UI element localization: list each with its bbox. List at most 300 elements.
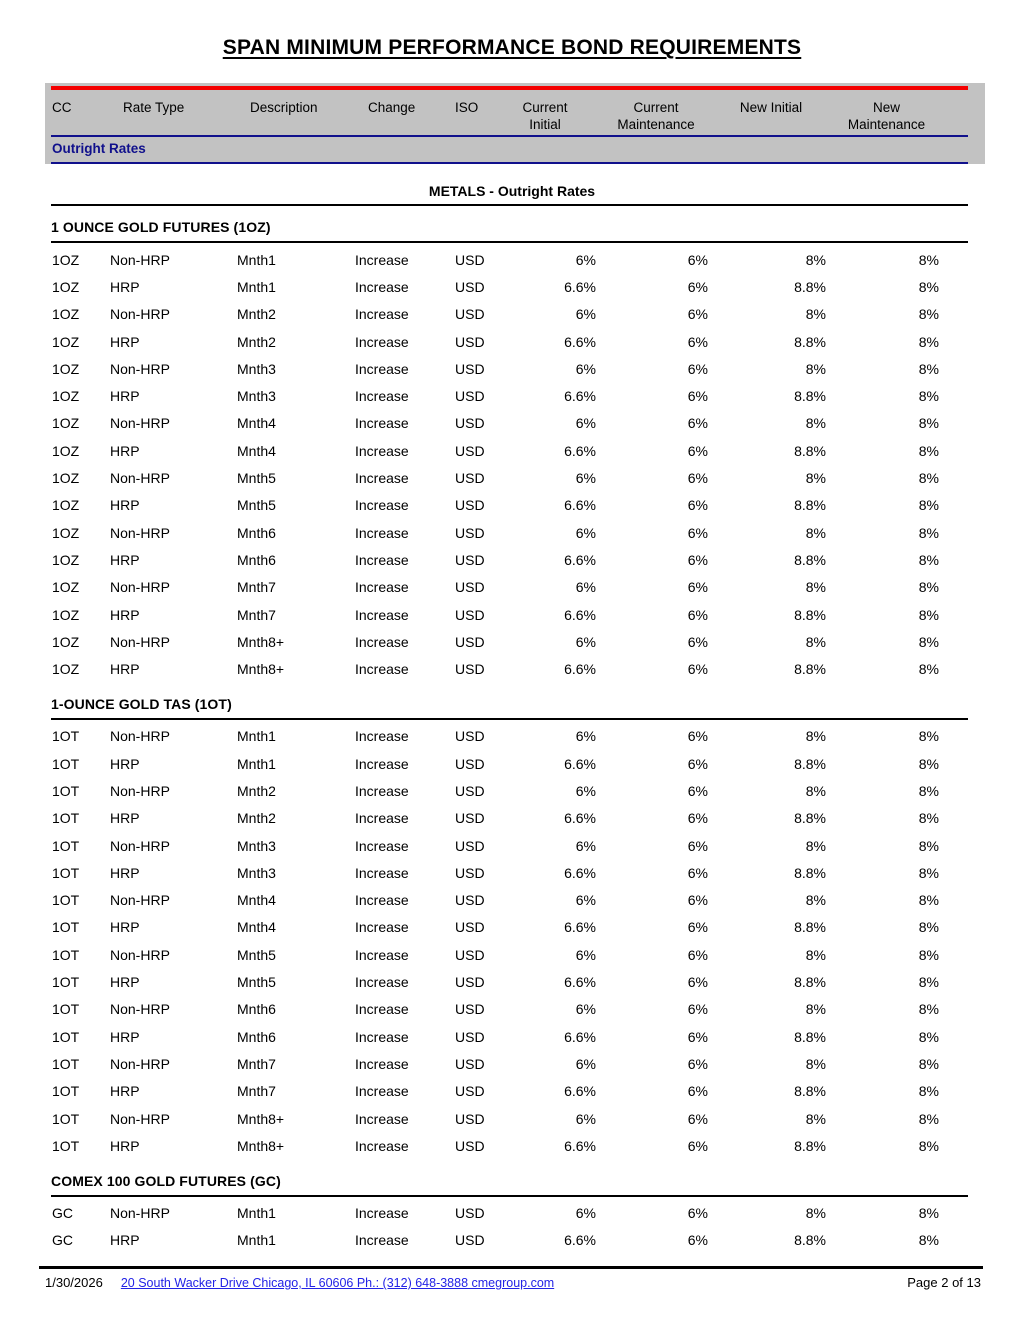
cell-current-initial: 6% xyxy=(575,946,596,963)
cell-iso: USD xyxy=(455,606,485,623)
cell-description: Mnth6 xyxy=(237,1001,276,1018)
cell-change: Increase xyxy=(355,782,409,799)
cell-iso: USD xyxy=(455,864,485,881)
cell-rate-type: Non-HRP xyxy=(110,892,170,909)
table-row xyxy=(51,492,968,519)
cell-new-initial: 8% xyxy=(805,892,826,909)
table-row xyxy=(51,1023,968,1050)
cell-rate-type: Non-HRP xyxy=(110,470,170,487)
cell-cc: 1OT xyxy=(52,1083,80,1100)
cell-current-maintenance: 6% xyxy=(687,415,708,432)
cell-current-initial: 6.6% xyxy=(564,755,596,772)
cell-cc: 1OZ xyxy=(52,606,80,623)
cell-iso: USD xyxy=(455,1001,485,1018)
cell-new-initial: 8% xyxy=(805,415,826,432)
cell-current-maintenance: 6% xyxy=(687,579,708,596)
cell-current-initial: 6.6% xyxy=(564,1028,596,1045)
cell-rate-type: HRP xyxy=(110,864,140,881)
cell-description: Mnth5 xyxy=(237,497,276,514)
cell-new-maintenance: 8% xyxy=(918,278,939,295)
cell-current-maintenance: 6% xyxy=(687,1232,708,1249)
cell-description: Mnth8+ xyxy=(237,1137,285,1154)
cell-cc: 1OT xyxy=(52,1001,80,1018)
cell-rate-type: HRP xyxy=(110,1028,140,1045)
cell-cc: 1OZ xyxy=(52,579,80,596)
cell-cc: 1OZ xyxy=(52,415,80,432)
cell-change: Increase xyxy=(355,551,409,568)
cell-current-maintenance: 6% xyxy=(687,1001,708,1018)
cell-rate-type: HRP xyxy=(110,497,140,514)
cell-new-maintenance: 8% xyxy=(918,388,939,405)
table-row xyxy=(51,382,968,409)
cell-new-maintenance: 8% xyxy=(918,497,939,514)
table-row xyxy=(51,246,968,273)
cell-iso: USD xyxy=(455,1083,485,1100)
group-rows xyxy=(51,246,968,683)
column-header-label: Maintenance xyxy=(847,117,926,132)
cell-iso: USD xyxy=(455,360,485,377)
cell-iso: USD xyxy=(455,1055,485,1072)
cell-current-initial: 6.6% xyxy=(564,388,596,405)
cell-current-initial: 6% xyxy=(575,1205,596,1222)
table-row xyxy=(51,519,968,546)
cell-rate-type: Non-HRP xyxy=(110,524,170,541)
cell-rate-type: Non-HRP xyxy=(110,251,170,268)
cell-change: Increase xyxy=(355,579,409,596)
cell-new-initial: 8.8% xyxy=(794,810,826,827)
cell-description: Mnth3 xyxy=(237,837,276,854)
cell-new-maintenance: 8% xyxy=(918,782,939,799)
cell-new-initial: 8.8% xyxy=(794,1083,826,1100)
cell-new-maintenance: 8% xyxy=(918,755,939,772)
cell-rate-type: HRP xyxy=(110,1232,140,1249)
table-row xyxy=(51,1078,968,1105)
red-accent-bar xyxy=(51,86,968,90)
cell-cc: 1OT xyxy=(52,1055,80,1072)
table-row xyxy=(51,750,968,777)
cell-cc: 1OT xyxy=(52,919,80,936)
cell-description: Mnth4 xyxy=(237,415,276,432)
footer-date: 1/30/2026 xyxy=(45,1275,103,1291)
table-row xyxy=(51,1105,968,1132)
cell-new-maintenance: 8% xyxy=(918,1232,939,1249)
cell-new-initial: 8% xyxy=(805,360,826,377)
cell-new-maintenance: 8% xyxy=(918,946,939,963)
footer-address-link[interactable]: 20 South Wacker Drive Chicago, IL 60606 Ph.: (312) 648-3888 cmegroup.com xyxy=(120,1276,555,1291)
cell-rate-type: HRP xyxy=(110,755,140,772)
cell-new-initial: 8% xyxy=(805,1110,826,1127)
cell-rate-type: Non-HRP xyxy=(110,728,170,745)
cell-new-initial: 8.8% xyxy=(794,661,826,678)
table-row xyxy=(51,355,968,382)
column-header-new-initial xyxy=(712,99,830,116)
cell-description: Mnth1 xyxy=(237,251,276,268)
cell-new-initial: 8% xyxy=(805,1205,826,1222)
cell-new-initial: 8.8% xyxy=(794,919,826,936)
cell-new-maintenance: 8% xyxy=(918,1137,939,1154)
table-row xyxy=(51,996,968,1023)
cell-rate-type: HRP xyxy=(110,333,140,350)
column-header-change xyxy=(355,99,446,116)
cell-iso: USD xyxy=(455,661,485,678)
cell-current-maintenance: 6% xyxy=(687,442,708,459)
group-rows xyxy=(51,1200,968,1255)
cell-change: Increase xyxy=(355,251,409,268)
cell-new-maintenance: 8% xyxy=(918,1055,939,1072)
cell-rate-type: Non-HRP xyxy=(110,306,170,323)
cell-rate-type: HRP xyxy=(110,606,140,623)
cell-description: Mnth4 xyxy=(237,442,276,459)
column-header-label: Current xyxy=(522,100,568,115)
table-row xyxy=(51,601,968,628)
cell-current-maintenance: 6% xyxy=(687,810,708,827)
cell-new-maintenance: 8% xyxy=(918,661,939,678)
cell-current-initial: 6.6% xyxy=(564,974,596,991)
cell-cc: 1OT xyxy=(52,755,80,772)
navy-divider-bottom xyxy=(51,162,968,164)
cell-new-initial: 8.8% xyxy=(794,1028,826,1045)
cell-current-initial: 6% xyxy=(575,251,596,268)
page-title: SPAN MINIMUM PERFORMANCE BOND REQUIREMENTS xyxy=(222,36,802,59)
cell-new-initial: 8.8% xyxy=(794,606,826,623)
cell-new-maintenance: 8% xyxy=(918,606,939,623)
cell-iso: USD xyxy=(455,810,485,827)
section-heading: METALS - Outright Rates xyxy=(428,183,596,199)
cell-new-maintenance: 8% xyxy=(918,1028,939,1045)
product-group xyxy=(0,1173,1024,1255)
cell-cc: GC xyxy=(52,1232,73,1249)
column-header-iso xyxy=(446,99,490,116)
cell-change: Increase xyxy=(355,524,409,541)
table-row xyxy=(51,1050,968,1077)
cell-change: Increase xyxy=(355,1232,409,1249)
column-header-description xyxy=(237,99,355,116)
cell-new-maintenance: 8% xyxy=(918,1083,939,1100)
cell-cc: 1OZ xyxy=(52,388,80,405)
table-row xyxy=(51,832,968,859)
cell-cc: 1OZ xyxy=(52,306,80,323)
cell-iso: USD xyxy=(455,1137,485,1154)
cell-current-maintenance: 6% xyxy=(687,497,708,514)
cell-new-maintenance: 8% xyxy=(918,470,939,487)
product-group xyxy=(0,219,1024,683)
cell-new-maintenance: 8% xyxy=(918,1205,939,1222)
table-row xyxy=(51,628,968,655)
column-header-label: New xyxy=(872,100,900,115)
cell-rate-type: HRP xyxy=(110,974,140,991)
group-heading: 1-OUNCE GOLD TAS (1OT) xyxy=(51,696,968,720)
cell-new-initial: 8% xyxy=(805,946,826,963)
cell-change: Increase xyxy=(355,864,409,881)
cell-new-initial: 8% xyxy=(805,306,826,323)
table-row xyxy=(51,437,968,464)
cell-new-maintenance: 8% xyxy=(918,728,939,745)
table-row xyxy=(51,1227,968,1254)
cell-cc: 1OZ xyxy=(52,470,80,487)
cell-current-initial: 6% xyxy=(575,837,596,854)
cell-iso: USD xyxy=(455,782,485,799)
cell-cc: 1OT xyxy=(52,837,80,854)
cell-current-maintenance: 6% xyxy=(687,1137,708,1154)
cell-new-maintenance: 8% xyxy=(918,837,939,854)
cell-description: Mnth4 xyxy=(237,892,276,909)
cell-change: Increase xyxy=(355,1205,409,1222)
table-row xyxy=(51,914,968,941)
cell-change: Increase xyxy=(355,837,409,854)
cell-new-initial: 8% xyxy=(805,579,826,596)
cell-new-initial: 8.8% xyxy=(794,864,826,881)
column-header-label: New Initial xyxy=(739,100,803,115)
cell-new-maintenance: 8% xyxy=(918,1110,939,1127)
cell-change: Increase xyxy=(355,1055,409,1072)
cell-current-maintenance: 6% xyxy=(687,524,708,541)
cell-current-initial: 6% xyxy=(575,579,596,596)
cell-new-maintenance: 8% xyxy=(918,306,939,323)
cell-current-maintenance: 6% xyxy=(687,1205,708,1222)
cell-iso: USD xyxy=(455,1110,485,1127)
cell-iso: USD xyxy=(455,551,485,568)
table-row xyxy=(51,328,968,355)
cell-change: Increase xyxy=(355,388,409,405)
table-row xyxy=(51,1200,968,1227)
cell-change: Increase xyxy=(355,1137,409,1154)
cell-new-initial: 8.8% xyxy=(794,1137,826,1154)
cell-current-maintenance: 6% xyxy=(687,251,708,268)
cell-change: Increase xyxy=(355,360,409,377)
cell-new-maintenance: 8% xyxy=(918,551,939,568)
cell-current-maintenance: 6% xyxy=(687,633,708,650)
cell-iso: USD xyxy=(455,388,485,405)
cell-description: Mnth3 xyxy=(237,360,276,377)
cell-change: Increase xyxy=(355,1110,409,1127)
cell-rate-type: HRP xyxy=(110,278,140,295)
cell-cc: 1OT xyxy=(52,974,80,991)
cell-new-initial: 8% xyxy=(805,1001,826,1018)
cell-new-initial: 8.8% xyxy=(794,278,826,295)
cell-new-initial: 8% xyxy=(805,782,826,799)
cell-new-maintenance: 8% xyxy=(918,579,939,596)
section-rule xyxy=(51,204,968,206)
cell-cc: 1OZ xyxy=(52,278,80,295)
cell-current-initial: 6.6% xyxy=(564,1232,596,1249)
table-row xyxy=(51,968,968,995)
cell-description: Mnth8+ xyxy=(237,633,285,650)
cell-new-initial: 8.8% xyxy=(794,755,826,772)
table-row xyxy=(51,273,968,300)
cell-description: Mnth5 xyxy=(237,946,276,963)
cell-iso: USD xyxy=(455,633,485,650)
cell-description: Mnth5 xyxy=(237,470,276,487)
cell-description: Mnth7 xyxy=(237,579,276,596)
cell-cc: 1OT xyxy=(52,1110,80,1127)
cell-change: Increase xyxy=(355,1001,409,1018)
cell-description: Mnth8+ xyxy=(237,661,285,678)
column-header-label: Maintenance xyxy=(617,117,695,132)
column-header-label: Description xyxy=(250,100,318,115)
cell-description: Mnth1 xyxy=(237,728,276,745)
cell-description: Mnth7 xyxy=(237,1055,276,1072)
cell-current-initial: 6% xyxy=(575,306,596,323)
cell-cc: 1OZ xyxy=(52,633,80,650)
cell-new-maintenance: 8% xyxy=(918,810,939,827)
cell-cc: 1OZ xyxy=(52,333,80,350)
column-header-rate-type xyxy=(110,99,237,116)
table-row xyxy=(51,410,968,437)
cell-cc: 1OT xyxy=(52,864,80,881)
cell-rate-type: Non-HRP xyxy=(110,782,170,799)
cell-iso: USD xyxy=(455,497,485,514)
table-row xyxy=(51,546,968,573)
cell-description: Mnth1 xyxy=(237,1205,276,1222)
cell-description: Mnth6 xyxy=(237,551,276,568)
cell-description: Mnth1 xyxy=(237,278,276,295)
cell-cc: 1OT xyxy=(52,1137,80,1154)
column-header-label: Change xyxy=(368,100,416,115)
cell-description: Mnth1 xyxy=(237,1232,276,1249)
cell-current-maintenance: 6% xyxy=(687,333,708,350)
cell-current-initial: 6% xyxy=(575,415,596,432)
cell-current-maintenance: 6% xyxy=(687,470,708,487)
cell-change: Increase xyxy=(355,1083,409,1100)
cell-new-maintenance: 8% xyxy=(918,1001,939,1018)
cell-current-initial: 6.6% xyxy=(564,278,596,295)
table-row xyxy=(51,574,968,601)
cell-current-maintenance: 6% xyxy=(687,919,708,936)
cell-current-maintenance: 6% xyxy=(687,1028,708,1045)
group-heading: COMEX 100 GOLD FUTURES (GC) xyxy=(51,1173,968,1197)
column-headers-row xyxy=(51,99,968,133)
cell-change: Increase xyxy=(355,728,409,745)
cell-new-maintenance: 8% xyxy=(918,333,939,350)
table-row xyxy=(51,777,968,804)
cell-rate-type: Non-HRP xyxy=(110,1001,170,1018)
cell-change: Increase xyxy=(355,333,409,350)
cell-new-maintenance: 8% xyxy=(918,524,939,541)
product-group xyxy=(0,696,1024,1160)
cell-rate-type: Non-HRP xyxy=(110,579,170,596)
cell-new-maintenance: 8% xyxy=(918,360,939,377)
product-groups xyxy=(0,219,1024,1254)
cell-new-initial: 8.8% xyxy=(794,1232,826,1249)
cell-iso: USD xyxy=(455,470,485,487)
cell-new-initial: 8.8% xyxy=(794,333,826,350)
table-row xyxy=(51,301,968,328)
cell-current-initial: 6.6% xyxy=(564,1137,596,1154)
cell-current-initial: 6% xyxy=(575,360,596,377)
cell-iso: USD xyxy=(455,251,485,268)
cell-current-maintenance: 6% xyxy=(687,1055,708,1072)
cell-description: Mnth1 xyxy=(237,755,276,772)
cell-iso: USD xyxy=(455,306,485,323)
cell-new-initial: 8.8% xyxy=(794,442,826,459)
cell-current-initial: 6.6% xyxy=(564,442,596,459)
table-row xyxy=(51,941,968,968)
cell-current-maintenance: 6% xyxy=(687,946,708,963)
cell-description: Mnth2 xyxy=(237,782,276,799)
cell-cc: 1OT xyxy=(52,728,80,745)
cell-rate-type: HRP xyxy=(110,551,140,568)
cell-current-maintenance: 6% xyxy=(687,974,708,991)
footer-page-number: Page 2 of 13 xyxy=(907,1275,981,1291)
cell-iso: USD xyxy=(455,728,485,745)
cell-current-maintenance: 6% xyxy=(687,755,708,772)
cell-iso: USD xyxy=(455,946,485,963)
cell-rate-type: HRP xyxy=(110,661,140,678)
cell-description: Mnth5 xyxy=(237,974,276,991)
cell-cc: 1OT xyxy=(52,1028,80,1045)
column-header-current-maintenance xyxy=(600,99,712,133)
cell-new-maintenance: 8% xyxy=(918,974,939,991)
cell-cc: 1OT xyxy=(52,782,80,799)
cell-new-initial: 8% xyxy=(805,633,826,650)
cell-description: Mnth6 xyxy=(237,524,276,541)
page-footer xyxy=(39,1266,983,1290)
cell-change: Increase xyxy=(355,442,409,459)
column-header-label: CC xyxy=(52,100,72,115)
cell-iso: USD xyxy=(455,919,485,936)
outright-rates-band-label: Outright Rates xyxy=(52,141,146,156)
cell-current-maintenance: 6% xyxy=(687,551,708,568)
cell-new-initial: 8% xyxy=(805,1055,826,1072)
cell-change: Increase xyxy=(355,810,409,827)
table-row xyxy=(51,805,968,832)
cell-iso: USD xyxy=(455,837,485,854)
cell-rate-type: Non-HRP xyxy=(110,633,170,650)
cell-change: Increase xyxy=(355,633,409,650)
cell-new-maintenance: 8% xyxy=(918,864,939,881)
cell-current-initial: 6% xyxy=(575,470,596,487)
cell-cc: GC xyxy=(52,1205,73,1222)
cell-rate-type: Non-HRP xyxy=(110,360,170,377)
cell-cc: 1OZ xyxy=(52,524,80,541)
cell-change: Increase xyxy=(355,661,409,678)
cell-current-maintenance: 6% xyxy=(687,306,708,323)
cell-current-initial: 6% xyxy=(575,524,596,541)
cell-new-initial: 8% xyxy=(805,251,826,268)
cell-change: Increase xyxy=(355,974,409,991)
cell-current-initial: 6% xyxy=(575,782,596,799)
cell-cc: 1OT xyxy=(52,810,80,827)
cell-current-initial: 6% xyxy=(575,1055,596,1072)
column-header-new-maintenance xyxy=(830,99,943,133)
cell-new-maintenance: 8% xyxy=(918,251,939,268)
cell-change: Increase xyxy=(355,1028,409,1045)
cell-description: Mnth7 xyxy=(237,1083,276,1100)
cell-iso: USD xyxy=(455,1205,485,1222)
cell-new-maintenance: 8% xyxy=(918,415,939,432)
cell-rate-type: HRP xyxy=(110,1137,140,1154)
cell-current-initial: 6.6% xyxy=(564,661,596,678)
cell-iso: USD xyxy=(455,524,485,541)
cell-change: Increase xyxy=(355,755,409,772)
cell-change: Increase xyxy=(355,606,409,623)
cell-description: Mnth7 xyxy=(237,606,276,623)
cell-new-initial: 8.8% xyxy=(794,388,826,405)
cell-current-maintenance: 6% xyxy=(687,360,708,377)
cell-current-initial: 6.6% xyxy=(564,551,596,568)
cell-rate-type: HRP xyxy=(110,388,140,405)
cell-current-initial: 6.6% xyxy=(564,497,596,514)
cell-new-initial: 8% xyxy=(805,470,826,487)
cell-current-maintenance: 6% xyxy=(687,661,708,678)
cell-cc: 1OZ xyxy=(52,442,80,459)
group-heading: 1 OUNCE GOLD FUTURES (1OZ) xyxy=(51,219,968,243)
cell-current-maintenance: 6% xyxy=(687,892,708,909)
table-row xyxy=(51,859,968,886)
cell-current-maintenance: 6% xyxy=(687,606,708,623)
column-header-cc xyxy=(51,99,110,116)
cell-rate-type: Non-HRP xyxy=(110,1055,170,1072)
